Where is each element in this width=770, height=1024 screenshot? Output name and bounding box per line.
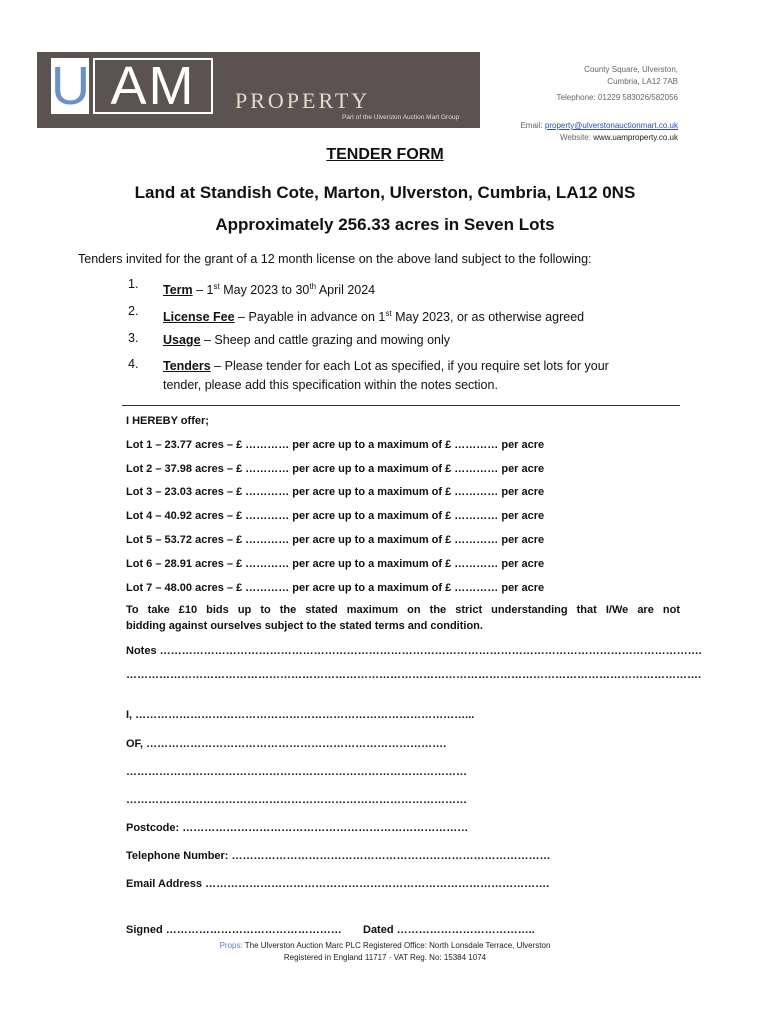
lot-1-row[interactable]: Lot 1 – 23.77 acres – £ ………… per acre up to a maximum of £ ………… per acre (126, 439, 545, 451)
footer-props-label: Props: (219, 941, 243, 950)
logo-property-word: PROPERTY (235, 88, 371, 113)
website-label: Website: (560, 133, 591, 142)
divider (122, 405, 680, 406)
name-field[interactable]: I, ………………………………………………………………………………... (126, 709, 475, 721)
term-label: Tenders (163, 359, 211, 373)
term-text: April 2024 (316, 283, 376, 298)
company-logo (37, 52, 480, 128)
address-telephone: Telephone: 01229 583026/582056 (556, 93, 678, 102)
lot-3-row[interactable]: Lot 3 – 23.03 acres – £ ………… per acre up to a maximum of £ ………… per acre (126, 486, 545, 498)
page-title: TENDER FORM (326, 146, 444, 163)
term-text: – Please tender for each Lot as specified, if you require set lots for your (210, 359, 609, 373)
lot-5-row[interactable]: Lot 5 – 53.72 acres – £ ………… per acre up to a maximum of £ ………… per acre (126, 534, 545, 546)
lot-7-row[interactable]: Lot 7 – 48.00 acres – £ ………… per acre up to a maximum of £ ………… per acre (126, 582, 545, 594)
footer-line-1 (0, 940, 770, 952)
telephone-field[interactable]: Telephone Number: …………………………………………………………………………… (126, 850, 551, 862)
footer-line-2: Registered in England 11717 · VAT Reg. No: 15384 1074 (283, 953, 487, 962)
address-line-1: County Square, Ulverston, (584, 65, 678, 74)
term-text-line2: tender, please add this specification within the notes section. (163, 378, 498, 392)
term-text: May 2023 to 30 (219, 283, 310, 298)
land-title: Land at Standish Cote, Marton, Ulverston, Cumbria, LA12 0NS (134, 183, 636, 202)
logo-u-box (51, 58, 89, 114)
logo-letter-u: U (51, 56, 90, 116)
term-sup: st (385, 309, 392, 318)
term-text: May 2023, or as otherwise agreed (391, 310, 585, 325)
email-field[interactable]: Email Address …………………………………………………………………………………. (126, 878, 550, 890)
footer-registered-office: The Ulverston Auction Marc PLC Registered Office: North Lonsdale Terrace, Ulverston (244, 941, 551, 950)
term-label: Term (163, 283, 193, 298)
notes-field-line-2[interactable]: …………………………………………………………………………………………………………………………………………. (126, 669, 702, 681)
logo-letters-am: AM (110, 56, 196, 116)
term-text: – 1 (192, 283, 214, 298)
address-email-row (520, 120, 678, 131)
footer (0, 940, 770, 964)
term-label: Usage (163, 333, 201, 347)
term-number: 1. (128, 277, 139, 291)
email-link[interactable]: property@ulverstonauctionmart.co.uk (544, 121, 678, 130)
postcode-field[interactable]: Postcode: …………………………………………………………………… (126, 822, 469, 834)
logo-tagline: Part of the Ulverston Auction Mart Group (342, 114, 460, 121)
address-field-line-2[interactable]: ………………………………………………………………………………… (126, 766, 467, 778)
term-label: License Fee (163, 310, 235, 325)
dated-field[interactable]: Dated ……………………………….. (363, 924, 535, 936)
offer-heading: I HEREBY offer; (126, 415, 209, 427)
email-label: Email: (520, 121, 543, 130)
lot-4-row[interactable]: Lot 4 – 40.92 acres – £ ………… per acre up to a maximum of £ ………… per acre (126, 510, 545, 522)
address-website-row (560, 132, 678, 143)
term-sup: st (213, 282, 220, 291)
term-sup: th (309, 282, 317, 291)
signed-field[interactable]: Signed ………………………………………… (126, 924, 342, 936)
term-number: 2. (128, 304, 139, 318)
acres-title: Approximately 256.33 acres in Seven Lots (215, 215, 555, 234)
term-number: 3. (128, 331, 139, 345)
address-field[interactable]: OF, ………………………………………………………………………. (126, 738, 447, 750)
term-text: – Sheep and cattle grazing and mowing only (200, 333, 451, 347)
website-value[interactable]: www.uamproperty.co.uk (593, 133, 678, 142)
lot-2-row[interactable]: Lot 2 – 37.98 acres – £ ………… per acre up to a maximum of £ ………… per acre (126, 463, 545, 475)
logo-am-box (93, 58, 213, 114)
bids-terms-line-1: To take £10 bids up to the stated maximum on the strict understanding that I/We are not (126, 604, 680, 616)
bids-terms-line-2: bidding against ourselves subject to the stated terms and condition. (126, 620, 483, 632)
intro-text: Tenders invited for the grant of a 12 month license on the above land subject to the following: (78, 252, 592, 266)
address-field-line-3[interactable]: ………………………………………………………………………………… (126, 794, 467, 806)
term-number: 4. (128, 357, 139, 371)
lot-6-row[interactable]: Lot 6 – 28.91 acres – £ ………… per acre up to a maximum of £ ………… per acre (126, 558, 545, 570)
address-line-2: Cumbria, LA12 7AB (607, 77, 678, 86)
term-text: – Payable in advance on 1 (234, 310, 386, 325)
notes-field[interactable]: Notes …………………………………………………………………………………………………………………………………. (126, 645, 702, 657)
